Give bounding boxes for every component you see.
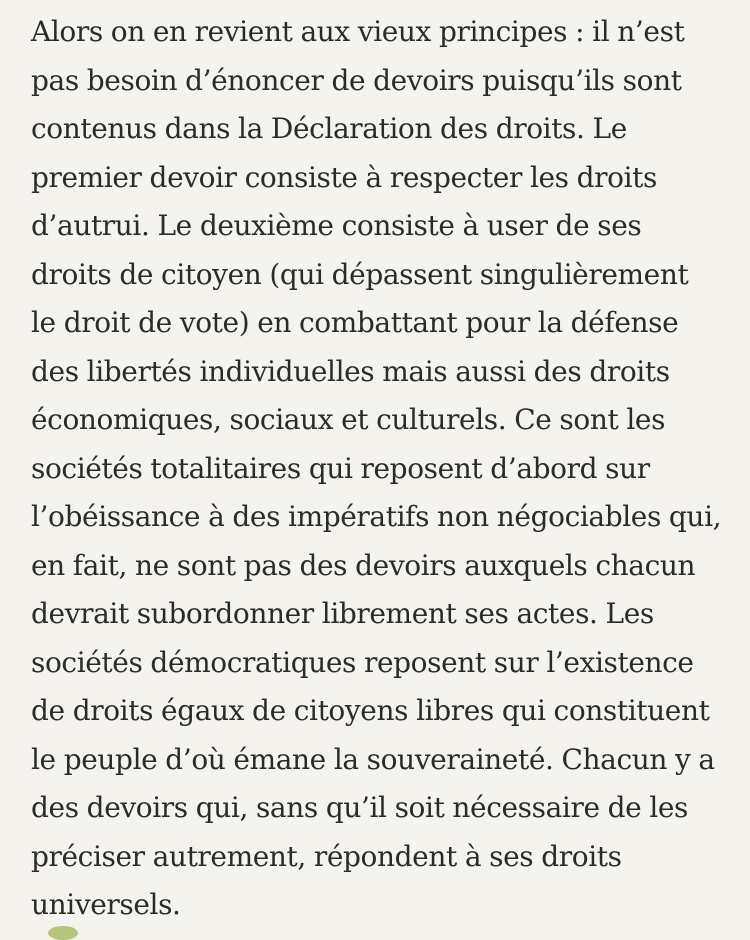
- text-line: contenus dans la Déclaration des droits. Le: [31, 112, 627, 145]
- text-line: premier devoir consiste à respecter les droits: [31, 160, 657, 194]
- text-line: sociétés totalitaires qui reposent d’abord sur: [31, 451, 650, 485]
- text-line: en fait, ne sont pas des devoirs auxquels chacun: [31, 548, 696, 582]
- text-line: le peuple d’où émane la souveraineté. Chacun y a: [31, 742, 715, 776]
- text-line: pas besoin d’énoncer de devoirs puisqu’ils sont: [31, 63, 682, 97]
- text-line: droits de citoyen (qui dépassent singulièrement: [31, 257, 689, 291]
- text-line: de droits égaux de citoyens libres qui constituent: [31, 694, 710, 727]
- paragraph: [31, 8, 731, 930]
- text-line: universels.: [31, 888, 181, 921]
- text-line: le droit de vote) en combattant pour la défense: [31, 306, 679, 339]
- text-line: préciser autrement, répondent à ses droits: [31, 839, 622, 873]
- text-line: économiques, sociaux et culturels. Ce sont les: [31, 403, 666, 436]
- text-line: des devoirs qui, sans qu’il soit nécessaire de les: [31, 791, 689, 824]
- text-line: Alors on en revient aux vieux principes : il n’est: [31, 15, 685, 48]
- text-line: d’autrui. Le deuxième consiste à user de ses: [31, 209, 642, 242]
- text-line: des libertés individuelles mais aussi des droits: [31, 354, 670, 388]
- text-line: l’obéissance à des impératifs non négociables qui,: [31, 500, 722, 533]
- decorative-circle-icon: [48, 926, 78, 940]
- text-line: devrait subordonner librement ses actes. Les: [31, 597, 654, 630]
- text-line: sociétés démocratiques reposent sur l’existence: [31, 645, 694, 679]
